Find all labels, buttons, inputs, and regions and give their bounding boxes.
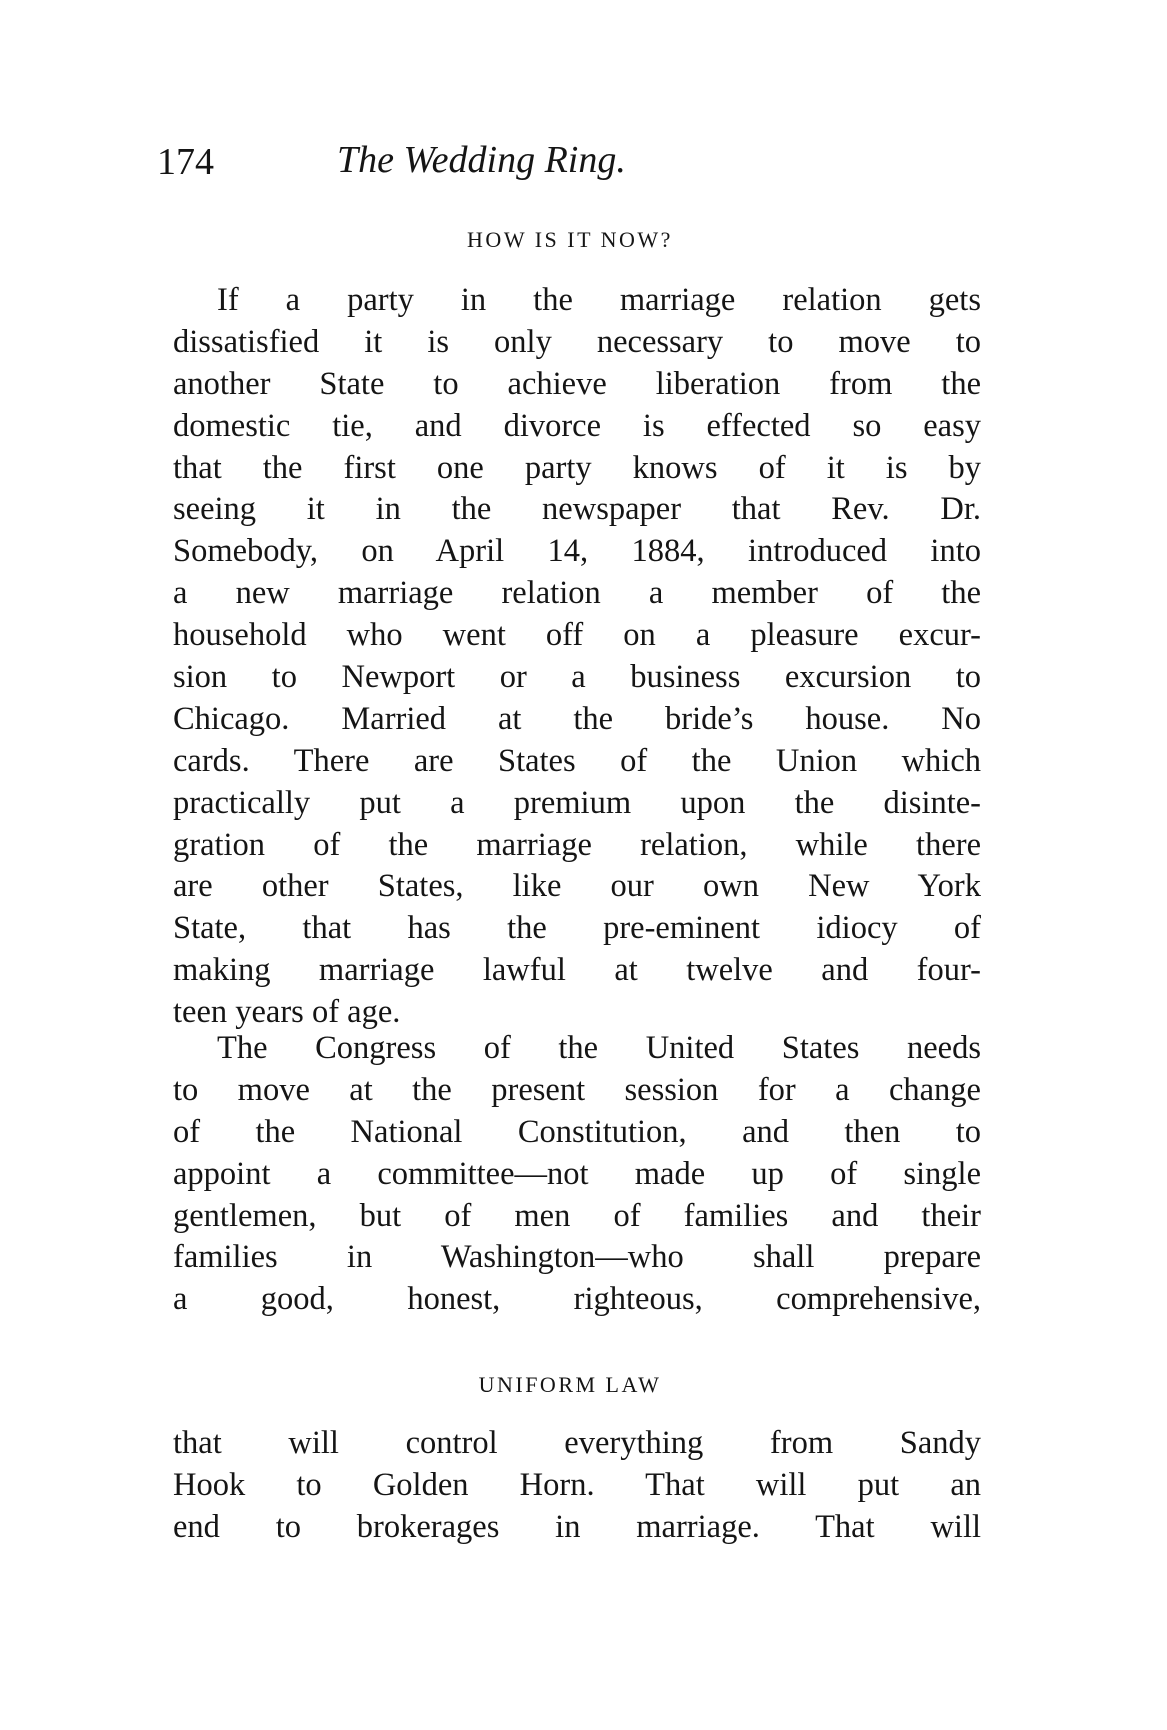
- text-line: Hook to Golden Horn. That will put an: [173, 1466, 981, 1503]
- text-line: another State to achieve liberation from the: [173, 365, 981, 402]
- paragraph: [173, 1028, 981, 1321]
- running-title: The Wedding Ring.: [337, 139, 626, 181]
- text-line: appoint a committee—not made up of single: [173, 1155, 981, 1192]
- text-line: State, that has the pre-eminent idiocy of: [173, 910, 981, 947]
- text-line: domestic tie, and divorce is effected so easy: [173, 407, 981, 444]
- paragraph: [173, 1423, 981, 1549]
- text-line: end to brokerages in marriage. That will: [173, 1508, 981, 1545]
- text-line: families in Washington—who shall prepare: [173, 1239, 981, 1276]
- text-line: making marriage lawful at twelve and four-: [173, 952, 981, 989]
- text-line: a new marriage relation a member of the: [173, 575, 981, 612]
- text-line: practically put a premium upon the disinte-: [173, 784, 981, 821]
- text-line: seeing it in the newspaper that Rev. Dr.: [173, 491, 981, 528]
- text-line: cards. There are States of the Union which: [173, 742, 981, 779]
- text-line: Somebody, on April 14, 1884, introduced into: [173, 533, 981, 570]
- page-number: 174: [157, 141, 214, 183]
- text-line: are other States, like our own New York: [173, 868, 981, 905]
- text-line: The Congress of the United States needs: [217, 1030, 981, 1066]
- text-line: that will control everything from Sandy: [173, 1425, 981, 1461]
- text-line: If a party in the marriage relation gets: [217, 282, 981, 318]
- text-line: to move at the present session for a change: [173, 1071, 981, 1108]
- text-line: Chicago. Married at the bride’s house. No: [173, 700, 981, 737]
- text-line: a good, honest, righteous, comprehensive,: [173, 1281, 981, 1318]
- text-line: dissatisfied it is only necessary to move to: [173, 323, 981, 360]
- section-heading: UNIFORM LAW: [478, 1372, 662, 1397]
- text-line: gration of the marriage relation, while there: [173, 826, 981, 863]
- text-line: of the National Constitution, and then to: [173, 1113, 981, 1150]
- section-heading: HOW IS IT NOW?: [467, 227, 673, 252]
- paragraph: [173, 280, 981, 1034]
- text-line: household who went off on a pleasure excur-: [173, 617, 981, 654]
- text-line: teen years of age.: [173, 994, 401, 1031]
- text-line: that the first one party knows of it is by: [173, 449, 981, 486]
- text-line: gentlemen, but of men of families and their: [173, 1197, 981, 1234]
- running-head: [157, 140, 797, 200]
- text-line: sion to Newport or a business excursion to: [173, 659, 981, 696]
